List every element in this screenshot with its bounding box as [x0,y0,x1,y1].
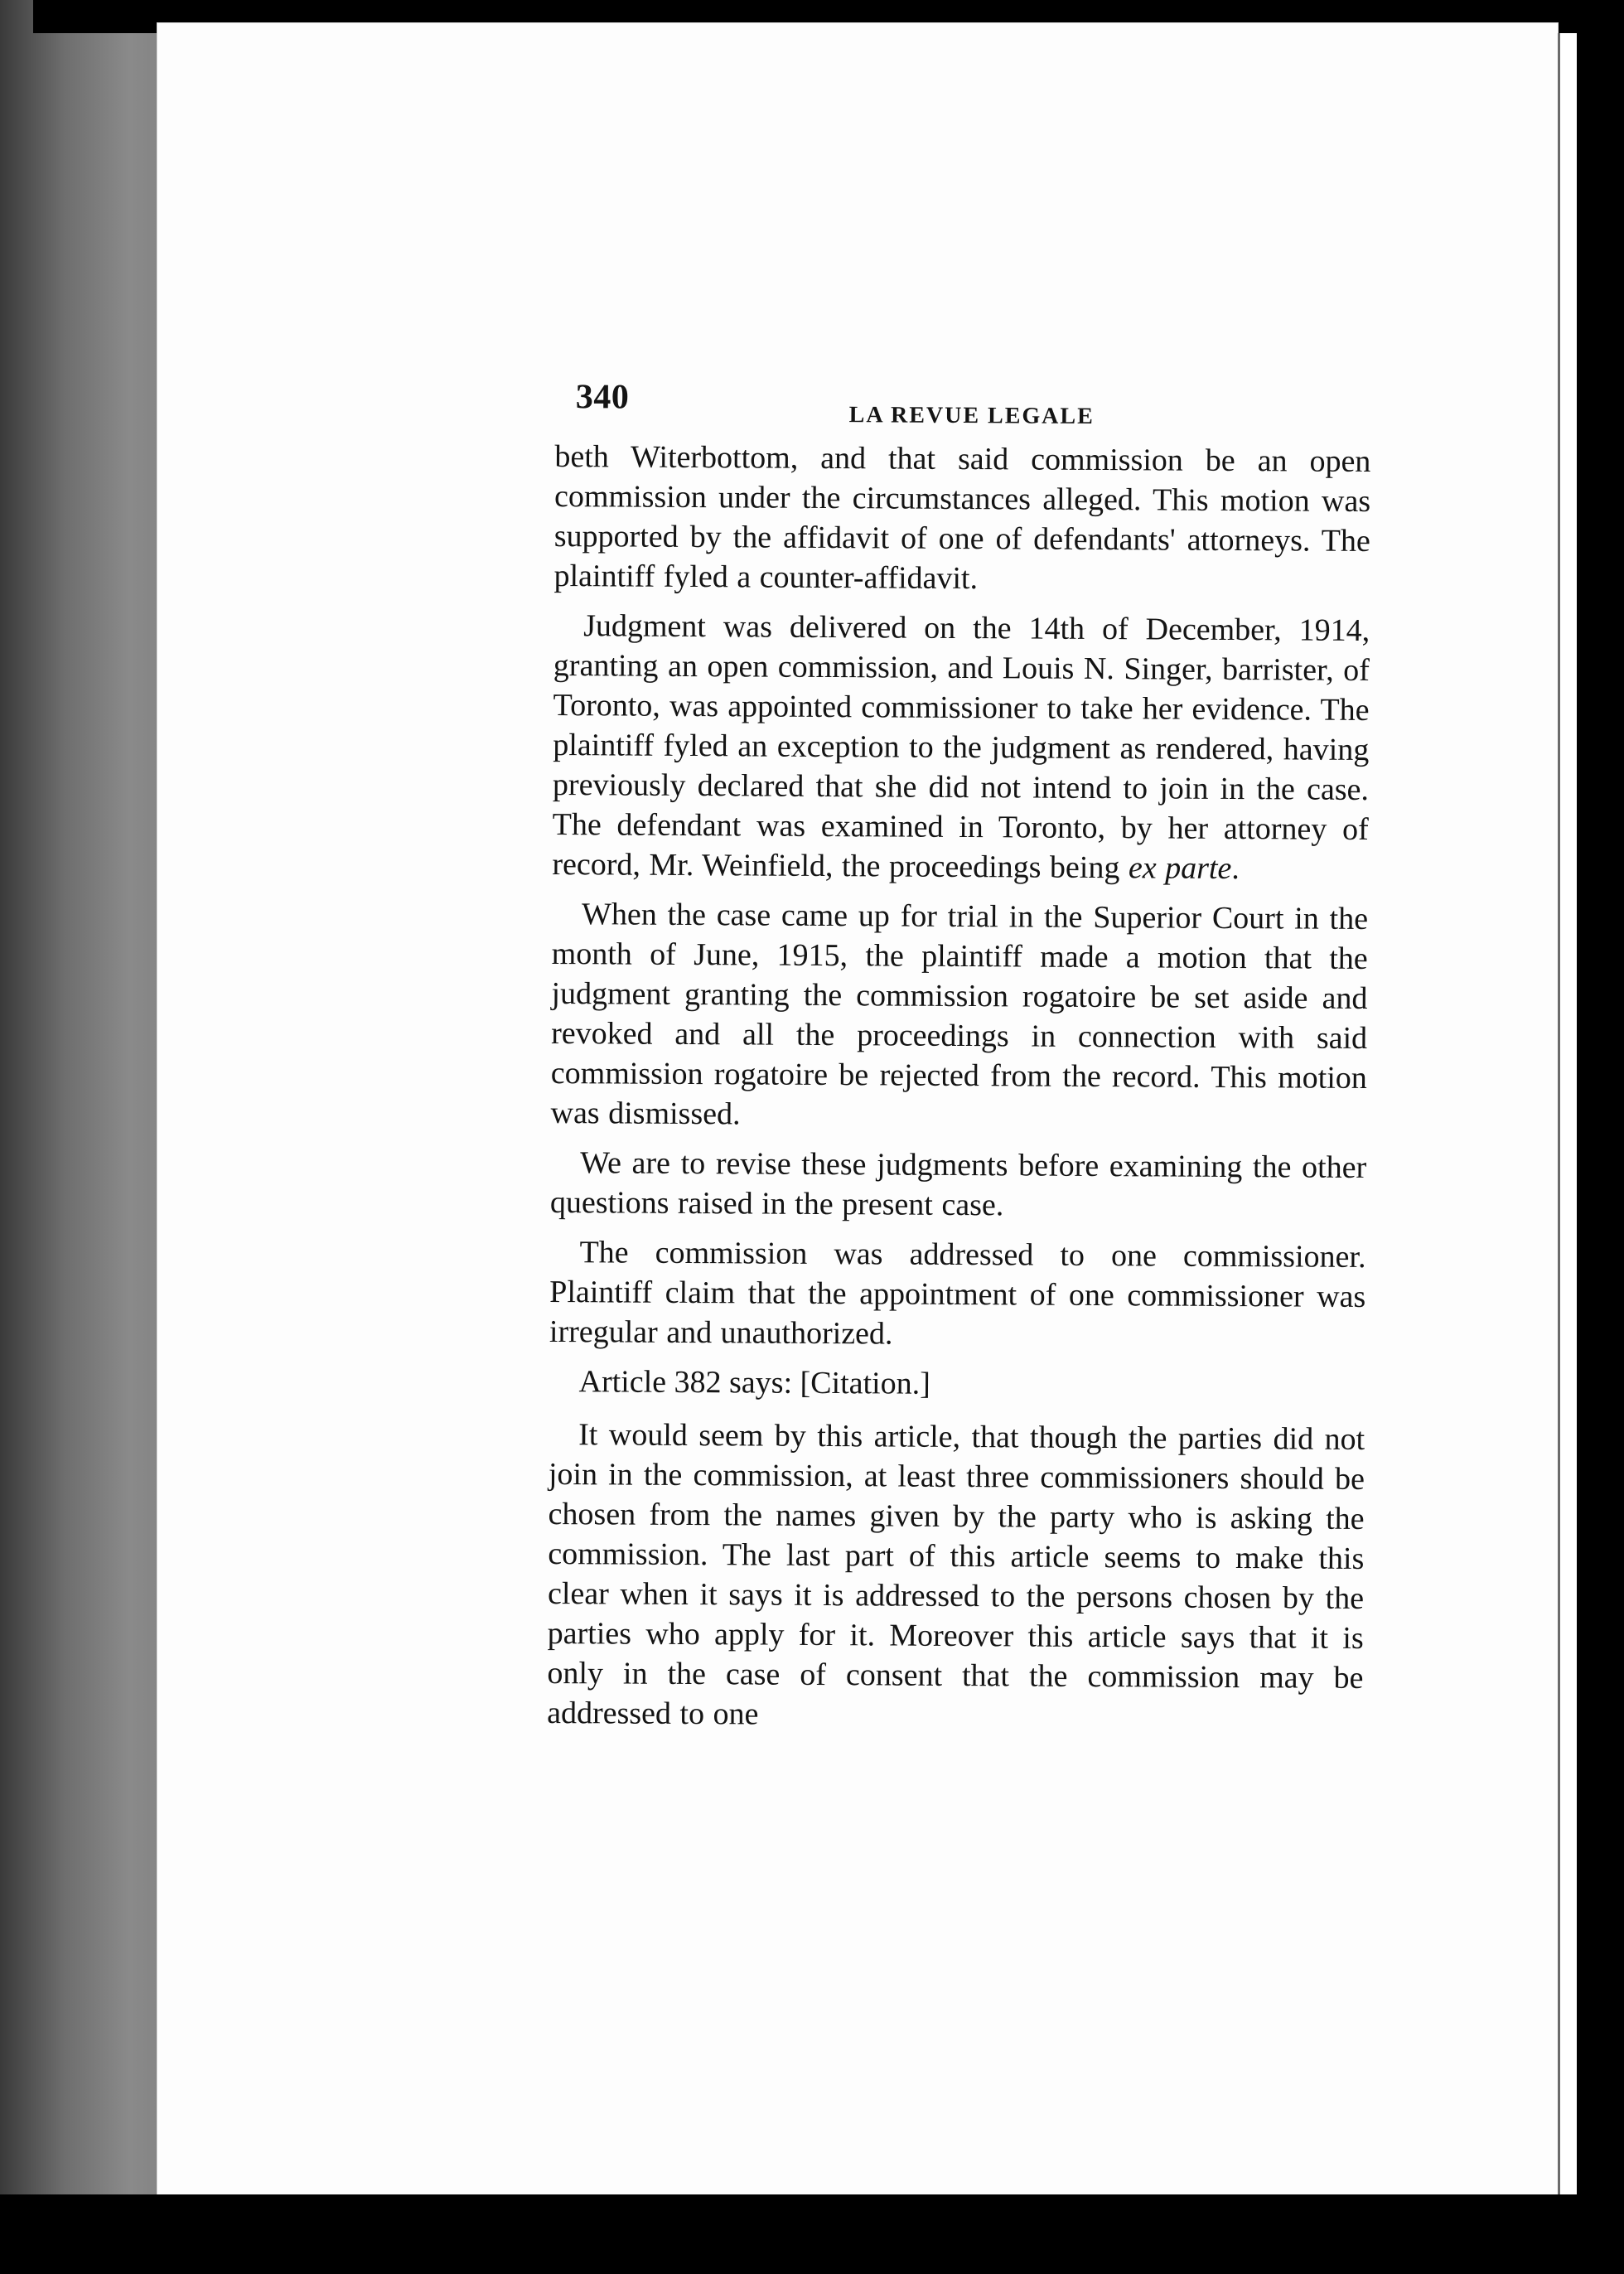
paragraph-6-citation: Article 382 says: [Citation.] [578,1364,930,1401]
page-text-block [547,377,1371,1748]
page-header [555,377,1371,442]
page-number: 340 [575,378,630,417]
paragraph-2-end: . [1231,850,1240,887]
paragraph-2-italic: ex parte [1128,850,1232,886]
paragraph-3: When the case came up for trial in the Superior Court in the month of June, 1915, the plaintiff made a motion that the judgment granting the commission rogatoire be set aside and revoked and all the proceedings in connection with said commission rogatoire be rejected from the record. This motion was dismissed. [550,897,1369,1132]
paragraph-5: The commission was addressed to one commissioner. Plaintiff claim that the appointment of one commissioner was irregular and unauthorized. [549,1235,1366,1352]
paragraph-4: We are to revise these judgments before examining the other questions raised in the present case. [549,1145,1367,1223]
paragraph-2-text: Judgment was delivered on the 14th of December, 1914, granting an open commission, and Louis N. Singer, barrister, of Toronto, was appointed commissioner to take her evidence. The plaintiff fyled an exception to the judgment as rendered, having previously declared that she did not intend to join in the case. The defendant was examined in Toronto, by her attorney of record, Mr. Weinfield, the proceedings being [552,608,1370,886]
paragraph-2 [552,606,1370,889]
scan-backing-bottom [0,2194,1624,2274]
page-right-edge [1558,33,1577,2204]
paragraph-7: It would seem by this article, that though the parties did not join in the commission, at least three commissioners should be chosen from the names given by the party who is asking the commission. The last part of this article seems to make this clear when it says it is addressed to the persons chosen by the parties who apply for it. Moreover this article says that it is only in the case of consent that the commission may be addressed to one [547,1417,1365,1732]
running-title: LA REVUE LEGALE [848,402,1095,429]
paragraph-1: beth Witerbottom, and that said commission be an open commission under the circumstances alleged. This motion was supported by the affidavit of one of defendants' attorneys. The plaintiff fyled a counter-affidavit. [553,438,1371,597]
